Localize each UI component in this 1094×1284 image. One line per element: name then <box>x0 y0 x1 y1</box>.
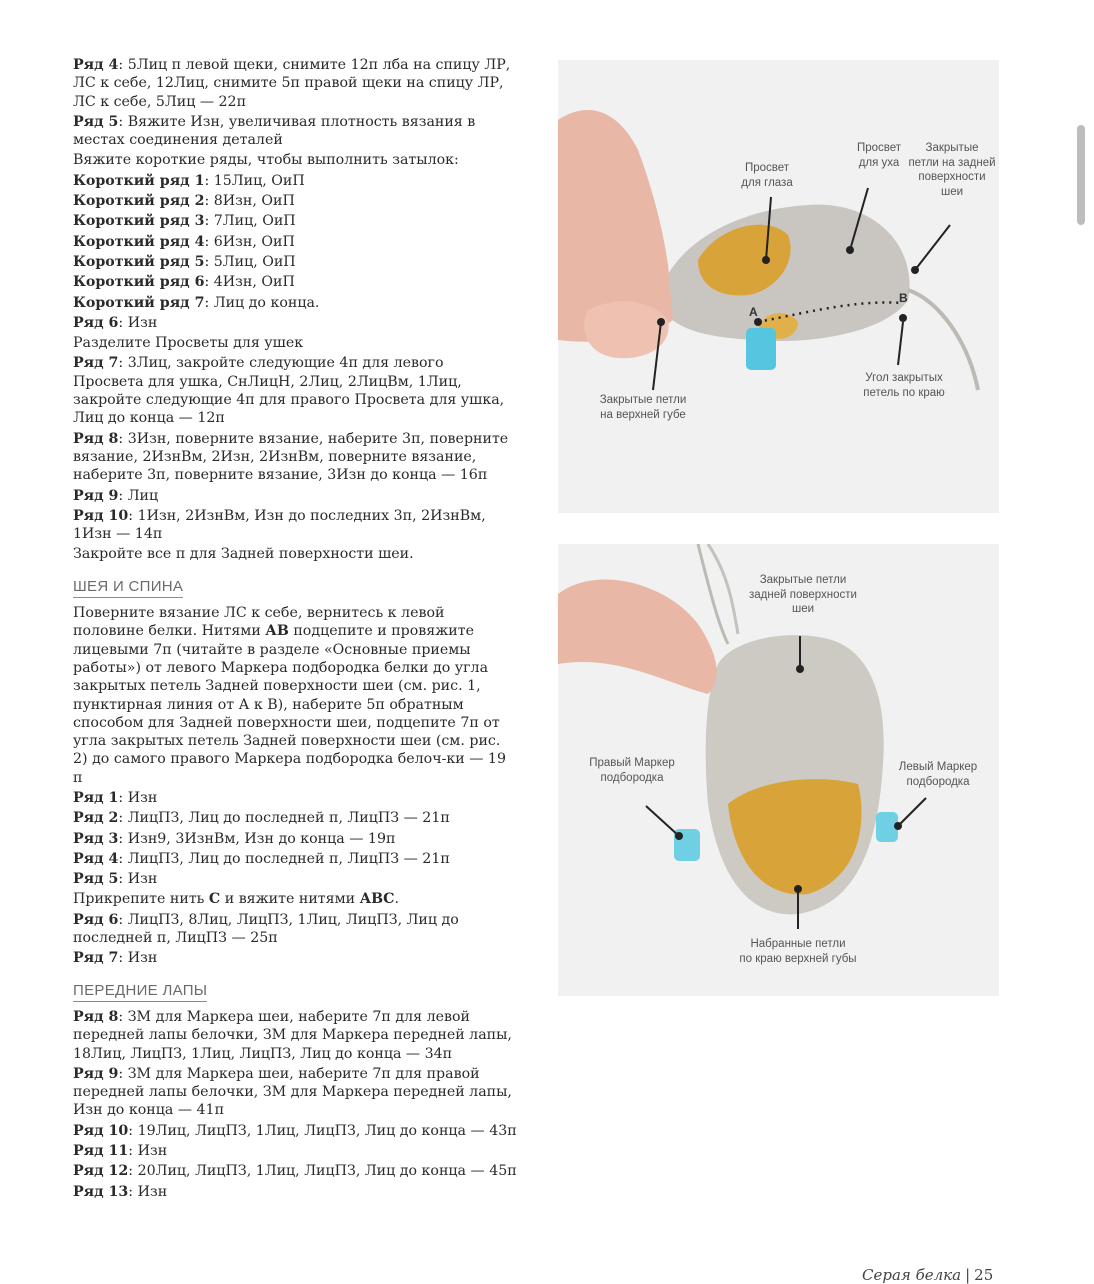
figure-2-photo <box>558 544 999 996</box>
row-label: Короткий ряд 5 <box>73 253 205 270</box>
instruction-paragraph <box>73 604 518 787</box>
row-label: АВ <box>265 623 289 640</box>
row-label: Ряд 6 <box>73 911 119 928</box>
instruction-paragraph <box>73 1122 518 1140</box>
row-text: : 5Лиц п левой щеки, снимите 12п лба на спицу ЛР, ЛС к себе, 12Лиц, снимите 5п правой щеки на спицу ЛР, ЛС к себе, 5Лиц — 22п <box>73 57 511 110</box>
row-label: Ряд 9 <box>73 1065 119 1082</box>
row-text: : 15Лиц, ОиП <box>204 172 305 189</box>
instruction-paragraph <box>73 890 518 908</box>
row-label: Короткий ряд 7 <box>73 294 205 311</box>
instruction-paragraph <box>73 430 518 485</box>
footer-separator: | <box>965 1266 971 1284</box>
row-label: Ряд 4 <box>73 57 119 73</box>
row-text: Поверните вязание ЛС к себе, вернитесь к левой половине белки. Нитями <box>73 605 445 640</box>
instruction-paragraph <box>73 850 518 868</box>
instruction-paragraph <box>73 113 518 150</box>
instruction-paragraph <box>73 1142 518 1160</box>
section-heading-neck: ШЕЯ И СПИНА <box>73 578 183 598</box>
row-label: Ряд 10 <box>73 507 129 524</box>
row-text: : Вяжите Изн, увеличивая плотность вязания в местах соединения деталей <box>73 113 476 149</box>
instruction-paragraph <box>73 487 518 505</box>
row-text: : Изн <box>118 314 158 331</box>
instruction-paragraph <box>73 830 518 848</box>
scrollbar-thumb[interactable] <box>1077 125 1085 225</box>
page-footer <box>862 1266 993 1284</box>
caption-upper-lip-stitches: Закрытые петли на верхней губе <box>599 394 687 421</box>
row-text: : ЗМ для Маркера шеи, наберите 7п для левой передней лапы белочки, ЗМ для Маркера передней лапы, 18Лиц, ЛицПЗ, 1Лиц, ЛицПЗ, Лиц до конца — 34п <box>73 1008 512 1062</box>
row-label: Ряд 5 <box>73 871 119 888</box>
rows-neck <box>73 604 518 968</box>
row-text: : 3Изн, поверните вязание, наберите 3п, поверните вязание, 2ИзнВм, 2Изн, 2ИзнВм, поверните вязание, наберите 3п, поверните вязание, 3Изн до конца — 16п <box>73 430 509 484</box>
label-a: A <box>749 305 758 319</box>
row-text: : Изн <box>118 871 158 888</box>
row-text: : 5Лиц, ОиП <box>204 253 296 270</box>
row-text: Закройте все п для Задней поверхности шеи. <box>73 546 414 563</box>
row-text: : ЛицПЗ, Лиц до последней п, ЛицПЗ — 21п <box>118 850 450 867</box>
instruction-paragraph <box>73 809 518 827</box>
instruction-paragraph <box>73 314 518 332</box>
instruction-paragraph <box>73 192 518 210</box>
row-text: и вяжите нитями <box>220 891 360 908</box>
row-text: : 7Лиц, ОиП <box>204 213 296 230</box>
row-label: Короткий ряд 3 <box>73 213 205 230</box>
instruction-paragraph <box>73 233 518 251</box>
section-heading-front-paws: ПЕРЕДНИЕ ЛАПЫ <box>73 982 207 1002</box>
instruction-paragraph <box>73 1065 518 1120</box>
instruction-paragraph <box>73 1183 518 1201</box>
caption-ear-opening: Просвет для уха <box>856 142 902 169</box>
figure-1-illustration <box>558 60 999 513</box>
row-text: : 4Изн, ОиП <box>204 274 295 291</box>
row-text: Разделите Просветы для ушек <box>73 335 304 352</box>
row-text: : Лиц до конца. <box>204 294 320 311</box>
row-label: Ряд 6 <box>73 314 119 331</box>
instruction-paragraph <box>73 56 518 111</box>
instruction-paragraph <box>73 273 518 291</box>
rows-paws <box>73 1008 518 1201</box>
row-label: Ряд 12 <box>73 1163 129 1180</box>
row-text: : Изн <box>128 1183 168 1200</box>
row-text: : 19Лиц, ЛицПЗ, 1Лиц, ЛицПЗ, Лиц до конца — 43п <box>128 1122 517 1139</box>
row-text: . <box>394 891 399 908</box>
row-label: Ряд 10 <box>73 1122 129 1139</box>
row-text: : Изн9, 3ИзнВм, Изн до конца — 19п <box>118 830 396 847</box>
row-text: : 1Изн, 2ИзнВм, Изн до последних 3п, 2ИзнВм, 1Изн — 14п <box>73 507 486 543</box>
row-text: : Лиц <box>118 487 159 504</box>
row-label: Ряд 8 <box>73 430 119 447</box>
caption-eye-opening: Просвет для глаза <box>741 162 793 189</box>
caption-right-chin-marker: Правый Маркер подбородка <box>589 757 675 784</box>
row-label: С <box>208 891 221 908</box>
instruction-paragraph <box>73 212 518 230</box>
row-label: Ряд 8 <box>73 1008 119 1025</box>
page-number: 25 <box>974 1266 994 1284</box>
row-label: Ряд 7 <box>73 355 119 372</box>
row-label: Короткий ряд 4 <box>73 233 205 250</box>
label-b: B <box>899 291 908 305</box>
row-text: : 20Лиц, ЛицПЗ, 1Лиц, ЛицПЗ, Лиц до конца — 45п <box>128 1163 517 1180</box>
row-text: : ЛицПЗ, 8Лиц, ЛицПЗ, 1Лиц, ЛицПЗ, Лиц до последней п, ЛицПЗ — 25п <box>73 911 459 947</box>
row-label: Короткий ряд 1 <box>73 172 205 189</box>
caption-left-chin-marker: Левый Маркер подбородка <box>898 761 978 788</box>
row-text: : Изн <box>118 789 158 806</box>
row-text: : 8Изн, ОиП <box>204 193 295 210</box>
row-text: : Изн <box>128 1143 168 1160</box>
row-text: : Изн <box>118 950 158 967</box>
instruction-paragraph <box>73 294 518 312</box>
instruction-paragraph <box>73 911 518 948</box>
caption-closed-neck-stitches-2: Закрытые петли задней поверхности шеи <box>749 574 857 615</box>
instruction-paragraph <box>73 354 518 427</box>
rows-top <box>73 56 518 564</box>
row-text: : ЛицПЗ, Лиц до последней п, ЛицПЗ — 21п <box>118 810 450 827</box>
row-label: Короткий ряд 6 <box>73 274 205 291</box>
instruction-paragraph <box>73 1162 518 1180</box>
instruction-paragraph <box>73 151 518 169</box>
instruction-paragraph <box>73 789 518 807</box>
caption-corner-stitches: Угол закрытых петель по краю <box>863 372 945 399</box>
instruction-paragraph <box>73 172 518 190</box>
instruction-paragraph <box>73 507 518 544</box>
row-label: Ряд 9 <box>73 487 119 504</box>
row-label: Ряд 2 <box>73 810 119 827</box>
instruction-paragraph <box>73 1008 518 1063</box>
row-text: : 6Изн, ОиП <box>204 233 295 250</box>
text-column <box>73 56 518 1203</box>
row-label: Ряд 5 <box>73 113 119 130</box>
instruction-paragraph <box>73 949 518 967</box>
instruction-paragraph <box>73 253 518 271</box>
instruction-paragraph <box>73 870 518 888</box>
row-label: Ряд 1 <box>73 789 119 806</box>
row-label: Ряд 11 <box>73 1143 129 1160</box>
row-text: Прикрепите нить <box>73 891 209 908</box>
row-label: Ряд 7 <box>73 950 119 967</box>
row-label: АВС <box>359 891 395 908</box>
row-label: Ряд 3 <box>73 830 119 847</box>
instruction-paragraph <box>73 545 518 563</box>
footer-title: Серая белка <box>862 1266 962 1284</box>
row-label: Ряд 13 <box>73 1183 129 1200</box>
row-text: Вяжите короткие ряды, чтобы выполнить затылок: <box>73 152 459 169</box>
row-label: Короткий ряд 2 <box>73 193 205 210</box>
instruction-paragraph <box>73 334 518 352</box>
row-text: : ЗМ для Маркера шеи, наберите 7п для правой передней лапы белочки, ЗМ для Маркера передней лапы, Изн до конца — 41п <box>73 1065 512 1119</box>
caption-closed-neck-stitches: Закрытые петли на задней поверхности шеи <box>908 142 996 198</box>
caption-picked-up-stitches: Набранные петли по краю верхней губы <box>739 938 857 965</box>
row-text: подцепите и провяжите лицевыми 7п (читайте в разделе «Основные приемы работы») от левого Маркера подбородка белки до угла закрытых петель Задней поверхности шеи (см. рис. 1, пунктирная линия от А к В), наберите 5п обратным способом для Задней поверхности шеи, подцепите 7п от угла закрытых петель Задней поверхности шеи (см. рис. 2) до самого правого Маркера подбородка белоч-ки — 19 п <box>73 623 506 786</box>
figure-1-photo <box>558 60 999 513</box>
row-text: : 3Лиц, закройте следующие 4п для левого Просвета для ушка, СнЛицН, 2Лиц, 2ЛицВм, 1Лиц, закройте следующие 4п для правого Просвета для ушка, Лиц до конца — 12п <box>73 355 505 427</box>
row-label: Ряд 4 <box>73 850 119 867</box>
